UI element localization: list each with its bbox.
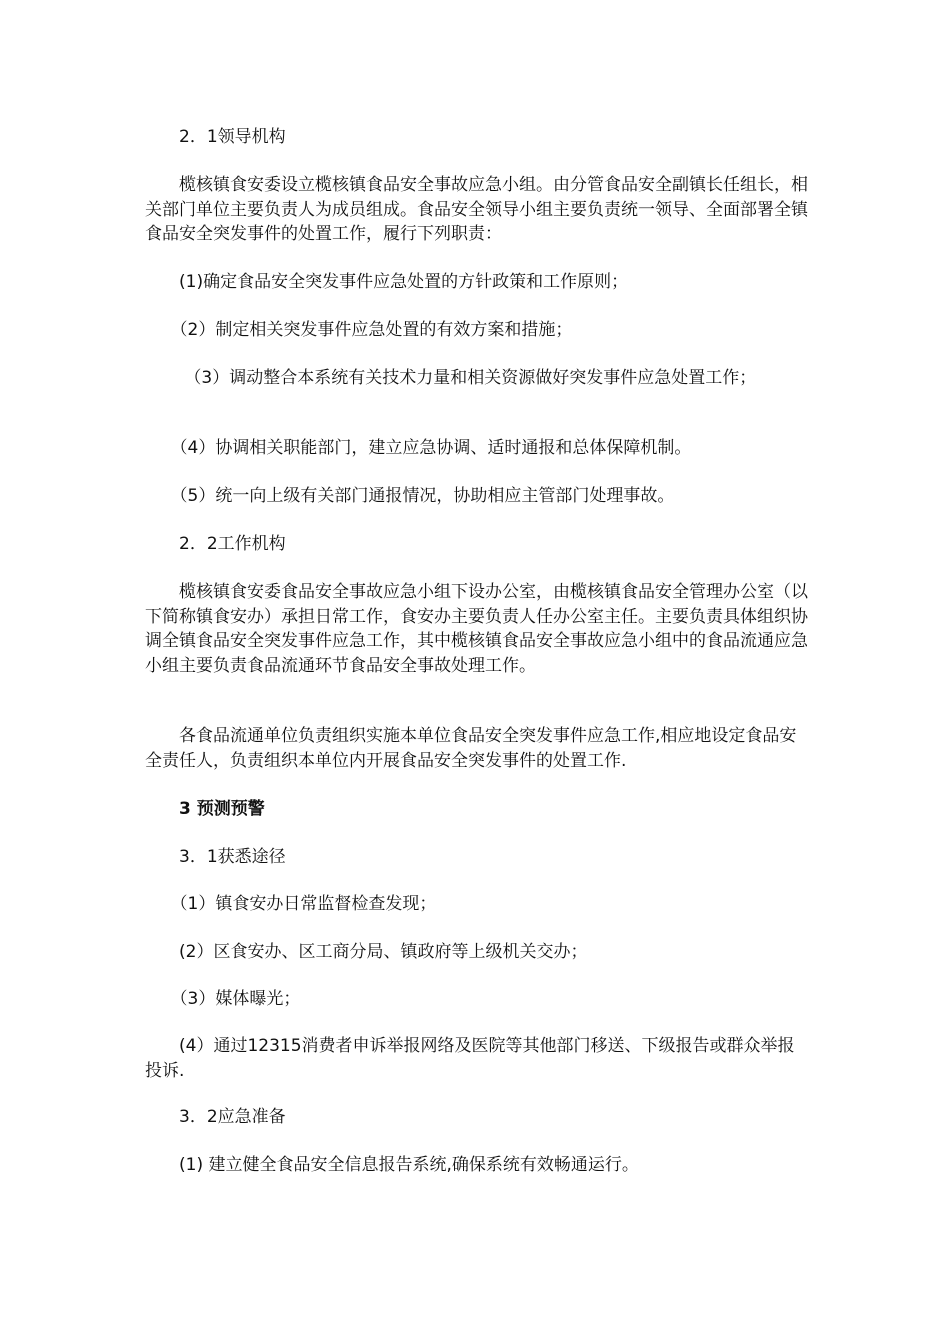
paragraph-working-body: 榄核镇食安委食品安全事故应急小组下设办公室，由榄核镇食品安全管理办公室（以下简称镇食安办）承担日常工作，食安办主要负责人任办公室主任。主要负责具体组织协调全镇食品安全突发事件应急工作，其中榄核镇食品安全事故应急小组中的食品流通应急小组主要负责食品流通环节食品安全事故处理工作。: [145, 582, 808, 676]
section-heading-3: 3 预测预警: [145, 799, 265, 819]
paragraph-circulation-units: 各食品流通单位负责组织实施本单位食品安全突发事件应急工作,相应地设定食品安全责任人，负责组织本单位内开展食品安全突发事件的处置工作.: [145, 726, 797, 771]
section-heading-2-1: 2．1领导机构: [145, 127, 286, 147]
section-heading-3-1: 3．1获悉途径: [145, 847, 286, 867]
duty-item-4: （4）协调相关职能部门，建立应急协调、适时通报和总体保障机制。: [145, 438, 692, 458]
preparation-item-1: (1) 建立健全食品安全信息报告系统,确保系统有效畅通运行。: [145, 1155, 639, 1175]
paragraph-leadership-body: 榄核镇食安委设立榄核镇食品安全事故应急小组。由分管食品安全副镇长任组长，相关部门单位主要负责人为成员组成。食品安全领导小组主要负责统一领导、全面部署全镇食品安全突发事件的处置工作，履行下列职责：: [145, 175, 808, 244]
section-heading-3-2: 3．2应急准备: [145, 1107, 286, 1127]
source-item-4: (4）通过12315消费者申诉举报网络及医院等其他部门移送、下级报告或群众举报投诉.: [145, 1036, 795, 1081]
duty-item-5: （5）统一向上级有关部门通报情况，协助相应主管部门处理事故。: [145, 486, 675, 506]
source-item-2: (2）区食安办、区工商分局、镇政府等上级机关交办；: [145, 942, 588, 962]
duty-item-3: （3）调动整合本系统有关技术力量和相关资源做好突发事件应急处置工作；: [145, 368, 757, 388]
duty-item-1: (1)确定食品安全突发事件应急处置的方针政策和工作原则；: [145, 272, 629, 292]
section-heading-2-2: 2．2工作机构: [145, 534, 286, 554]
source-item-1: （1）镇食安办日常监督检查发现；: [145, 894, 437, 914]
duty-item-2: （2）制定相关突发事件应急处置的有效方案和措施；: [145, 320, 573, 340]
source-item-3: （3）媒体曝光；: [145, 989, 301, 1009]
